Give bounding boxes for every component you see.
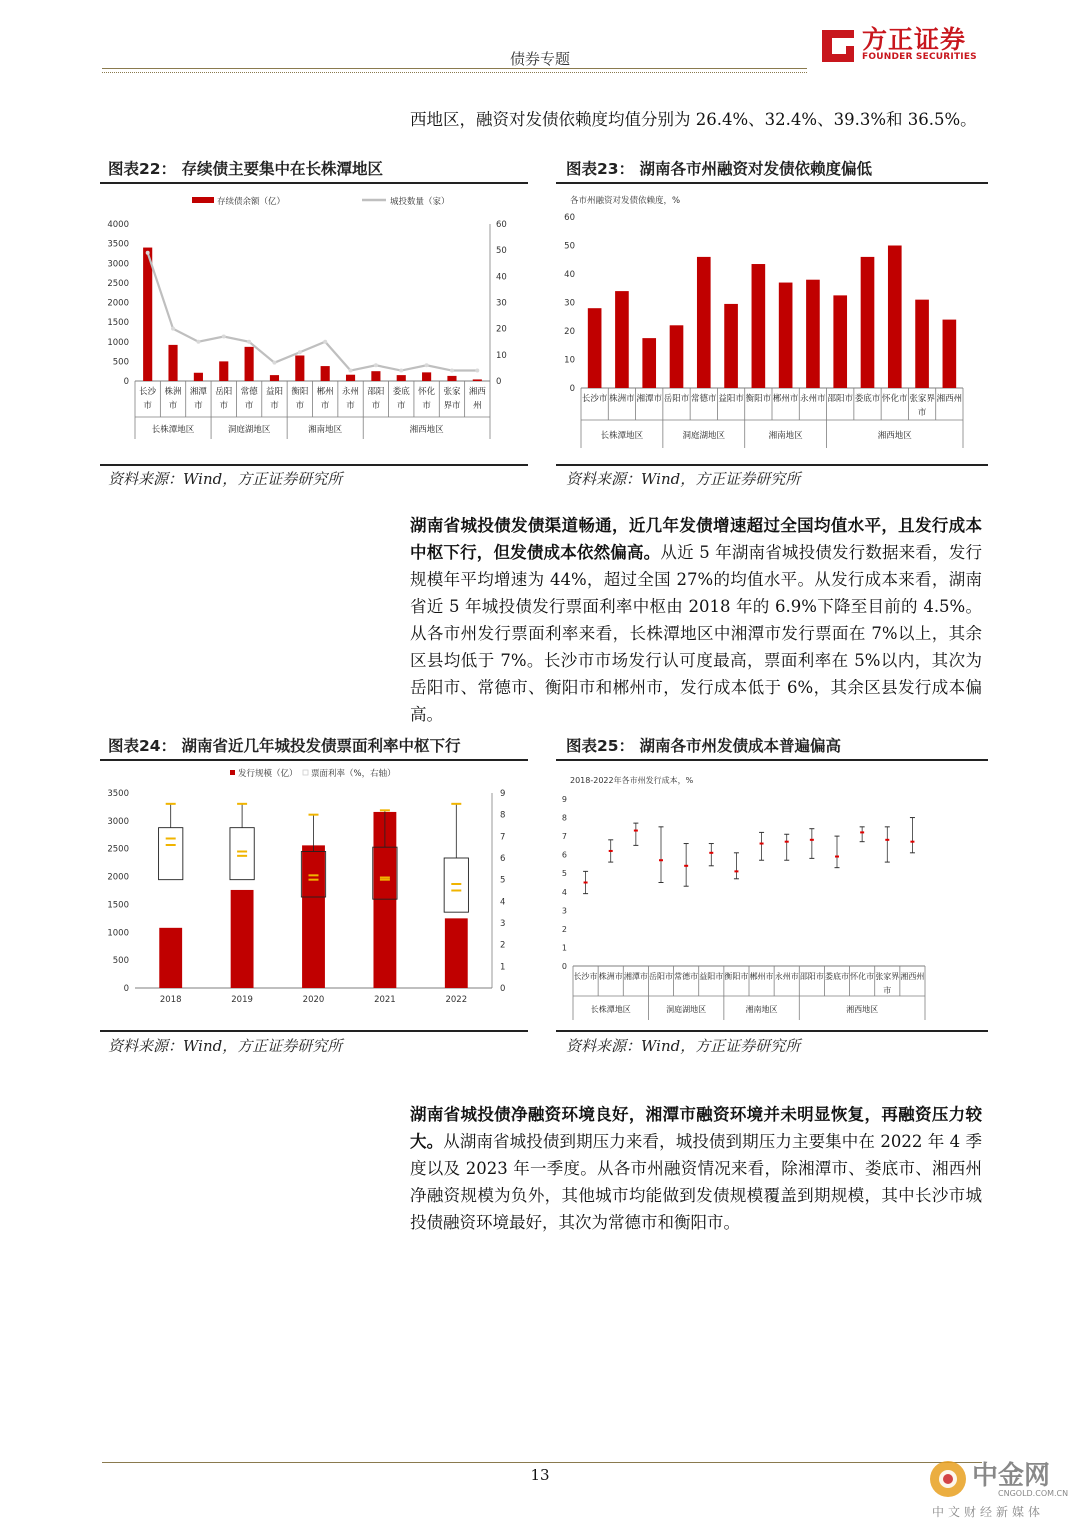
bar bbox=[302, 845, 325, 988]
y-tick-label-right: 20 bbox=[496, 324, 507, 335]
legend-label: 票面利率（%，右轴） bbox=[311, 769, 396, 779]
x-tick-label: 株洲 bbox=[164, 387, 182, 397]
x-tick-label: 邵阳 bbox=[367, 387, 385, 397]
y-tick-label: 0 bbox=[561, 962, 567, 971]
bar bbox=[888, 246, 902, 389]
x-tick-label: 湘潭 bbox=[189, 387, 207, 397]
watermark-logo-icon bbox=[928, 1459, 968, 1499]
x-tick-label: 湘潭市 bbox=[623, 972, 648, 981]
footer-rule bbox=[102, 1462, 982, 1463]
fig23-chart bbox=[556, 186, 988, 461]
y-tick-label-left: 2000 bbox=[107, 298, 129, 309]
y-tick-label: 30 bbox=[564, 298, 575, 309]
y-tick-label-left: 3000 bbox=[107, 259, 129, 270]
fig22-bottom-rule bbox=[100, 464, 528, 466]
paragraph-issuance-lead: 湖南省城投债发债渠道畅通，近几年发债增速超过全国均值水平，且发行成本中枢下行，但发债成本依然偏高。 bbox=[410, 516, 982, 562]
bar bbox=[806, 280, 820, 388]
intro-line: 西地区，融资对发债依赖度均值分别为 26.4%、32.4%、39.3%和 36.5%。 bbox=[410, 110, 977, 129]
line-point bbox=[247, 340, 251, 344]
x-tick-label: 州 bbox=[473, 401, 482, 411]
x-tick-label: 娄底市 bbox=[854, 394, 881, 404]
bar bbox=[779, 283, 793, 388]
y-tick-label-left: 3000 bbox=[107, 816, 129, 827]
bar bbox=[588, 308, 602, 388]
line-point bbox=[349, 369, 353, 373]
y-tick-label-right: 5 bbox=[500, 875, 506, 886]
y-tick-label-left: 3500 bbox=[107, 789, 129, 799]
x-tick-label: 湘西州 bbox=[936, 394, 963, 404]
y-tick-label: 60 bbox=[564, 213, 575, 223]
box bbox=[159, 828, 183, 880]
y-tick-label-left: 500 bbox=[112, 956, 129, 967]
x-tick-label: 常德市 bbox=[691, 394, 717, 404]
x-tick-label: 衡阳市 bbox=[745, 394, 772, 404]
x-tick-label: 益阳市 bbox=[718, 394, 744, 404]
bar bbox=[943, 320, 957, 388]
fig22-source: 资料来源：Wind，方正证券研究所 bbox=[108, 470, 343, 488]
y-axis-label: 各市州融资对发债依赖度，% bbox=[570, 196, 681, 206]
group-label: 湘西地区 bbox=[846, 1005, 879, 1014]
y-tick-label: 1 bbox=[561, 943, 567, 953]
y-tick-label-right: 7 bbox=[500, 832, 506, 843]
y-tick-label-left: 2500 bbox=[107, 844, 129, 855]
y-tick-label-left: 500 bbox=[112, 357, 129, 368]
y-tick-label: 40 bbox=[564, 270, 575, 280]
y-tick-label-right: 60 bbox=[496, 220, 507, 230]
x-tick-label: 永州市 bbox=[774, 972, 799, 981]
x-tick-label: 郴州 bbox=[316, 387, 334, 397]
fig22-top-rule bbox=[100, 182, 528, 184]
y-tick-label-right: 2 bbox=[500, 940, 506, 951]
logo-text-cn: 方正证券 bbox=[862, 25, 967, 54]
x-tick-label: 长沙 bbox=[139, 387, 157, 397]
fig24-title: 图表24： 湖南省近几年城投发债票面利率中枢下行 bbox=[108, 737, 461, 755]
y-tick-label-right: 30 bbox=[496, 298, 507, 309]
x-tick-label: 怀化市 bbox=[850, 972, 875, 981]
y-tick-label-left: 1500 bbox=[107, 318, 129, 329]
x-tick-label: 市 bbox=[422, 401, 431, 411]
x-tick-label: 市 bbox=[168, 401, 178, 411]
line-point bbox=[450, 369, 454, 373]
y-tick-label-right: 4 bbox=[500, 897, 506, 908]
fig25-source: 资料来源：Wind，方正证券研究所 bbox=[566, 1037, 801, 1055]
y-tick-label: 8 bbox=[561, 813, 567, 823]
header-rule-dotted bbox=[102, 72, 807, 73]
group-label: 长株潭地区 bbox=[151, 425, 195, 435]
y-tick-label: 10 bbox=[564, 355, 575, 366]
y-tick-label: 50 bbox=[564, 241, 575, 252]
y-tick-label-right: 8 bbox=[500, 810, 506, 821]
x-tick-label: 2020 bbox=[302, 995, 325, 1005]
x-tick-label: 市 bbox=[219, 401, 229, 411]
fig24-bottom-rule bbox=[100, 1030, 528, 1032]
bar bbox=[159, 928, 182, 988]
x-tick-label: 邵阳市 bbox=[799, 972, 824, 981]
y-tick-label: 5 bbox=[561, 869, 567, 879]
line-point bbox=[272, 361, 276, 365]
x-tick-label: 衡阳 bbox=[291, 387, 309, 397]
x-tick-label: 岳阳市 bbox=[649, 972, 673, 981]
line-point bbox=[425, 363, 429, 367]
y-tick-label-left: 1000 bbox=[107, 928, 129, 939]
y-tick-label: 6 bbox=[561, 850, 567, 860]
x-tick-label: 市 bbox=[270, 401, 279, 411]
fig23-bottom-rule bbox=[556, 464, 988, 466]
line-point bbox=[196, 340, 200, 344]
y-tick-label-left: 0 bbox=[123, 377, 129, 387]
fig24-source: 资料来源：Wind，方正证券研究所 bbox=[108, 1037, 343, 1055]
fig22-chart bbox=[100, 186, 528, 461]
line-point bbox=[146, 251, 150, 255]
y-tick-label-left: 0 bbox=[123, 984, 129, 994]
fig25-title: 图表25： 湖南各市州发债成本普遍偏高 bbox=[566, 737, 841, 755]
group-label: 湘西地区 bbox=[877, 431, 912, 441]
bar bbox=[397, 375, 406, 381]
x-tick-label: 湘潭市 bbox=[636, 394, 662, 404]
bar bbox=[371, 371, 380, 381]
bar bbox=[245, 347, 254, 381]
bar bbox=[447, 376, 456, 381]
group-label: 长株潭地区 bbox=[590, 1005, 631, 1014]
x-tick-label: 永州 bbox=[342, 387, 360, 397]
bar bbox=[615, 291, 629, 388]
bar bbox=[168, 345, 177, 381]
fig23-top-rule bbox=[556, 182, 988, 184]
x-tick-label: 湘西 bbox=[468, 387, 486, 397]
x-tick-label: 娄底 bbox=[392, 387, 410, 397]
box bbox=[230, 828, 254, 880]
watermark bbox=[928, 1455, 1073, 1521]
bar bbox=[194, 373, 203, 381]
y-tick-label-right: 0 bbox=[500, 984, 506, 994]
y-tick-label: 4 bbox=[561, 887, 567, 897]
line-point bbox=[399, 369, 403, 373]
y-tick-label-left: 2500 bbox=[107, 278, 129, 289]
line-point bbox=[323, 340, 327, 344]
x-tick-label: 益阳 bbox=[265, 387, 283, 397]
series-line bbox=[148, 253, 478, 371]
y-tick-label: 2 bbox=[561, 924, 567, 934]
bar bbox=[219, 361, 228, 381]
page-number: 13 bbox=[530, 1466, 550, 1484]
y-tick-label-left: 1000 bbox=[107, 337, 129, 348]
legend-swatch-bar bbox=[230, 770, 235, 775]
group-label: 湘西地区 bbox=[409, 425, 444, 435]
legend-label: 城投数量（家） bbox=[390, 197, 450, 207]
group-label: 湘南地区 bbox=[768, 431, 803, 441]
paragraph-issuance-body: 从近 5 年湖南省城投债发行数据来看，发行规模年平均增速为 44%，超过全国 27%的均值水平。从发行成本来看，湖南省近 5 年城投债发行票面利率中枢由 2018 年的 6.9%下降至目前的 4.5%。从各市州发行票面利率来看，长株潭地区中湘潭市发行票面在 7%以上，其余区县均低于 7%。长沙市市场发行认可度最高，票面利率在 5%以内，其次为岳阳市、常德市、衡阳市和郴州市，发行成本低于 6%，其余区县发行成本偏高。 bbox=[410, 543, 982, 724]
x-tick-label: 益阳市 bbox=[699, 972, 724, 981]
legend-label: 存续债余额（亿） bbox=[217, 197, 286, 207]
y-tick-label-right: 9 bbox=[500, 789, 506, 799]
x-tick-label: 市 bbox=[883, 986, 892, 995]
x-tick-label: 市 bbox=[143, 401, 152, 411]
line-point bbox=[222, 335, 226, 339]
bar bbox=[724, 304, 738, 388]
group-label: 长株潭地区 bbox=[600, 431, 644, 441]
x-tick-label: 邵阳市 bbox=[827, 394, 853, 404]
y-tick-label: 7 bbox=[561, 832, 567, 842]
bar bbox=[670, 325, 684, 388]
x-tick-label: 2019 bbox=[231, 995, 253, 1005]
x-tick-label: 市 bbox=[295, 401, 305, 411]
x-tick-label: 岳阳市 bbox=[663, 394, 690, 404]
bar bbox=[143, 248, 152, 381]
x-tick-label: 界市 bbox=[443, 401, 461, 411]
watermark-url: CNGOLD.COM.CN bbox=[998, 1489, 1069, 1498]
fig24-chart bbox=[100, 762, 528, 1027]
x-tick-label: 市 bbox=[244, 401, 254, 411]
y-tick-label-right: 3 bbox=[500, 919, 506, 929]
brand-logo bbox=[818, 22, 988, 68]
fig23-title: 图表23： 湖南各市州融资对发债依赖度偏低 bbox=[566, 160, 872, 178]
x-tick-label: 市 bbox=[917, 408, 927, 418]
watermark-tag: 中文财经新媒体 bbox=[932, 1505, 1045, 1519]
bar bbox=[642, 338, 656, 388]
x-tick-label: 湘西州 bbox=[900, 972, 925, 981]
x-tick-label: 市 bbox=[371, 401, 381, 411]
header-section-title: 债券专题 bbox=[509, 50, 570, 68]
paragraph-refinancing bbox=[410, 1101, 982, 1236]
bar bbox=[321, 366, 330, 381]
line-point bbox=[475, 369, 479, 373]
header-rule bbox=[102, 68, 807, 69]
y-tick-label-right: 0 bbox=[496, 377, 502, 387]
y-tick-label-left: 4000 bbox=[107, 220, 129, 230]
x-tick-label: 2022 bbox=[445, 995, 468, 1005]
legend-swatch-box bbox=[303, 770, 308, 775]
fig25-top-rule bbox=[556, 759, 988, 761]
x-tick-label: 2021 bbox=[374, 995, 396, 1005]
x-tick-label: 2018 bbox=[159, 995, 182, 1005]
group-label: 洞庭湖地区 bbox=[682, 431, 726, 441]
y-tick-label-right: 10 bbox=[496, 350, 507, 361]
bar bbox=[915, 300, 929, 388]
x-tick-label: 衡阳市 bbox=[724, 972, 749, 981]
line-point bbox=[171, 327, 175, 331]
bar bbox=[422, 372, 431, 381]
paragraph-issuance bbox=[410, 512, 982, 728]
y-tick-label: 3 bbox=[561, 906, 567, 916]
line-point bbox=[374, 363, 378, 367]
x-tick-label: 娄底市 bbox=[825, 972, 849, 981]
x-tick-label: 怀化市 bbox=[882, 394, 908, 404]
y-tick-label-right: 40 bbox=[496, 272, 507, 283]
y-tick-label-left: 1500 bbox=[107, 900, 129, 911]
x-tick-label: 市 bbox=[346, 401, 355, 411]
paragraph-refinancing-body: 从湖南省城投债到期压力来看，城投债到期压力主要集中在 2022 年 4 季度以及 2023 年一季度。从各市州融资情况来看，除湘潭市、娄底市、湘西州净融资规模为负外，其他城市均能做到发债规模覆盖到期规模，其中长沙市城投债融资环境最好，其次为常德市和衡阳市。 bbox=[410, 1132, 983, 1232]
x-tick-label: 常德市 bbox=[674, 972, 699, 981]
group-label: 湘南地区 bbox=[308, 425, 343, 435]
bar bbox=[346, 375, 355, 381]
bar bbox=[445, 918, 468, 988]
y-tick-label-left: 3500 bbox=[107, 239, 129, 250]
fig25-bottom-rule bbox=[556, 1030, 988, 1032]
y-tick-label-right: 6 bbox=[500, 854, 506, 864]
y-tick-label-right: 50 bbox=[496, 246, 507, 257]
y-axis-label: 2018-2022年各市州发行成本，% bbox=[570, 776, 694, 785]
box bbox=[444, 858, 468, 912]
x-tick-label: 郴州市 bbox=[772, 394, 799, 404]
group-label: 湘南地区 bbox=[745, 1005, 778, 1014]
x-tick-label: 张家界 bbox=[875, 972, 900, 981]
legend-swatch-bar bbox=[192, 197, 214, 203]
x-tick-label: 长沙市 bbox=[573, 972, 598, 981]
paragraph-refinancing-lead: 湖南省城投债净融资环境良好，湘潭市融资环境并未明显恢复，再融资压力较大。 bbox=[410, 1105, 982, 1151]
group-label: 洞庭湖地区 bbox=[227, 425, 271, 435]
x-tick-label: 永州市 bbox=[800, 394, 826, 404]
y-tick-label: 20 bbox=[564, 327, 575, 337]
x-tick-label: 岳阳 bbox=[215, 387, 233, 397]
bar bbox=[473, 379, 482, 381]
bar bbox=[861, 257, 875, 388]
bar bbox=[295, 355, 304, 381]
fig25-chart bbox=[556, 762, 988, 1027]
bar bbox=[833, 295, 847, 388]
bar bbox=[697, 257, 711, 388]
fig22-title: 图表22： 存续债主要集中在长株潭地区 bbox=[108, 160, 383, 178]
x-tick-label: 株洲市 bbox=[609, 394, 635, 404]
x-tick-label: 张家界 bbox=[909, 394, 935, 404]
fig23-source: 资料来源：Wind，方正证券研究所 bbox=[566, 470, 801, 488]
line-point bbox=[298, 350, 302, 354]
logo-text-en: FOUNDER SECURITIES bbox=[862, 52, 977, 62]
x-tick-label: 张家 bbox=[443, 387, 461, 397]
fig24-top-rule bbox=[100, 759, 528, 761]
x-tick-label: 怀化 bbox=[418, 387, 436, 397]
y-tick-label: 0 bbox=[569, 384, 575, 394]
watermark-name: 中金网 bbox=[972, 1461, 1051, 1491]
x-tick-label: 株洲市 bbox=[598, 972, 623, 981]
bar bbox=[752, 264, 766, 388]
bar bbox=[231, 890, 254, 988]
x-tick-label: 长沙市 bbox=[581, 394, 608, 404]
x-tick-label: 常德 bbox=[240, 387, 258, 397]
x-tick-label: 市 bbox=[194, 401, 203, 411]
x-tick-label: 郴州市 bbox=[749, 972, 774, 981]
y-tick-label-left: 2000 bbox=[107, 872, 129, 883]
y-tick-label: 9 bbox=[561, 795, 567, 804]
logo-mark-icon bbox=[818, 24, 858, 64]
legend-label: 发行规模（亿） bbox=[238, 769, 298, 779]
x-tick-label: 市 bbox=[320, 401, 330, 411]
bar bbox=[270, 375, 279, 381]
group-label: 洞庭湖地区 bbox=[666, 1005, 707, 1014]
x-tick-label: 市 bbox=[396, 401, 406, 411]
y-tick-label-right: 1 bbox=[500, 962, 506, 973]
